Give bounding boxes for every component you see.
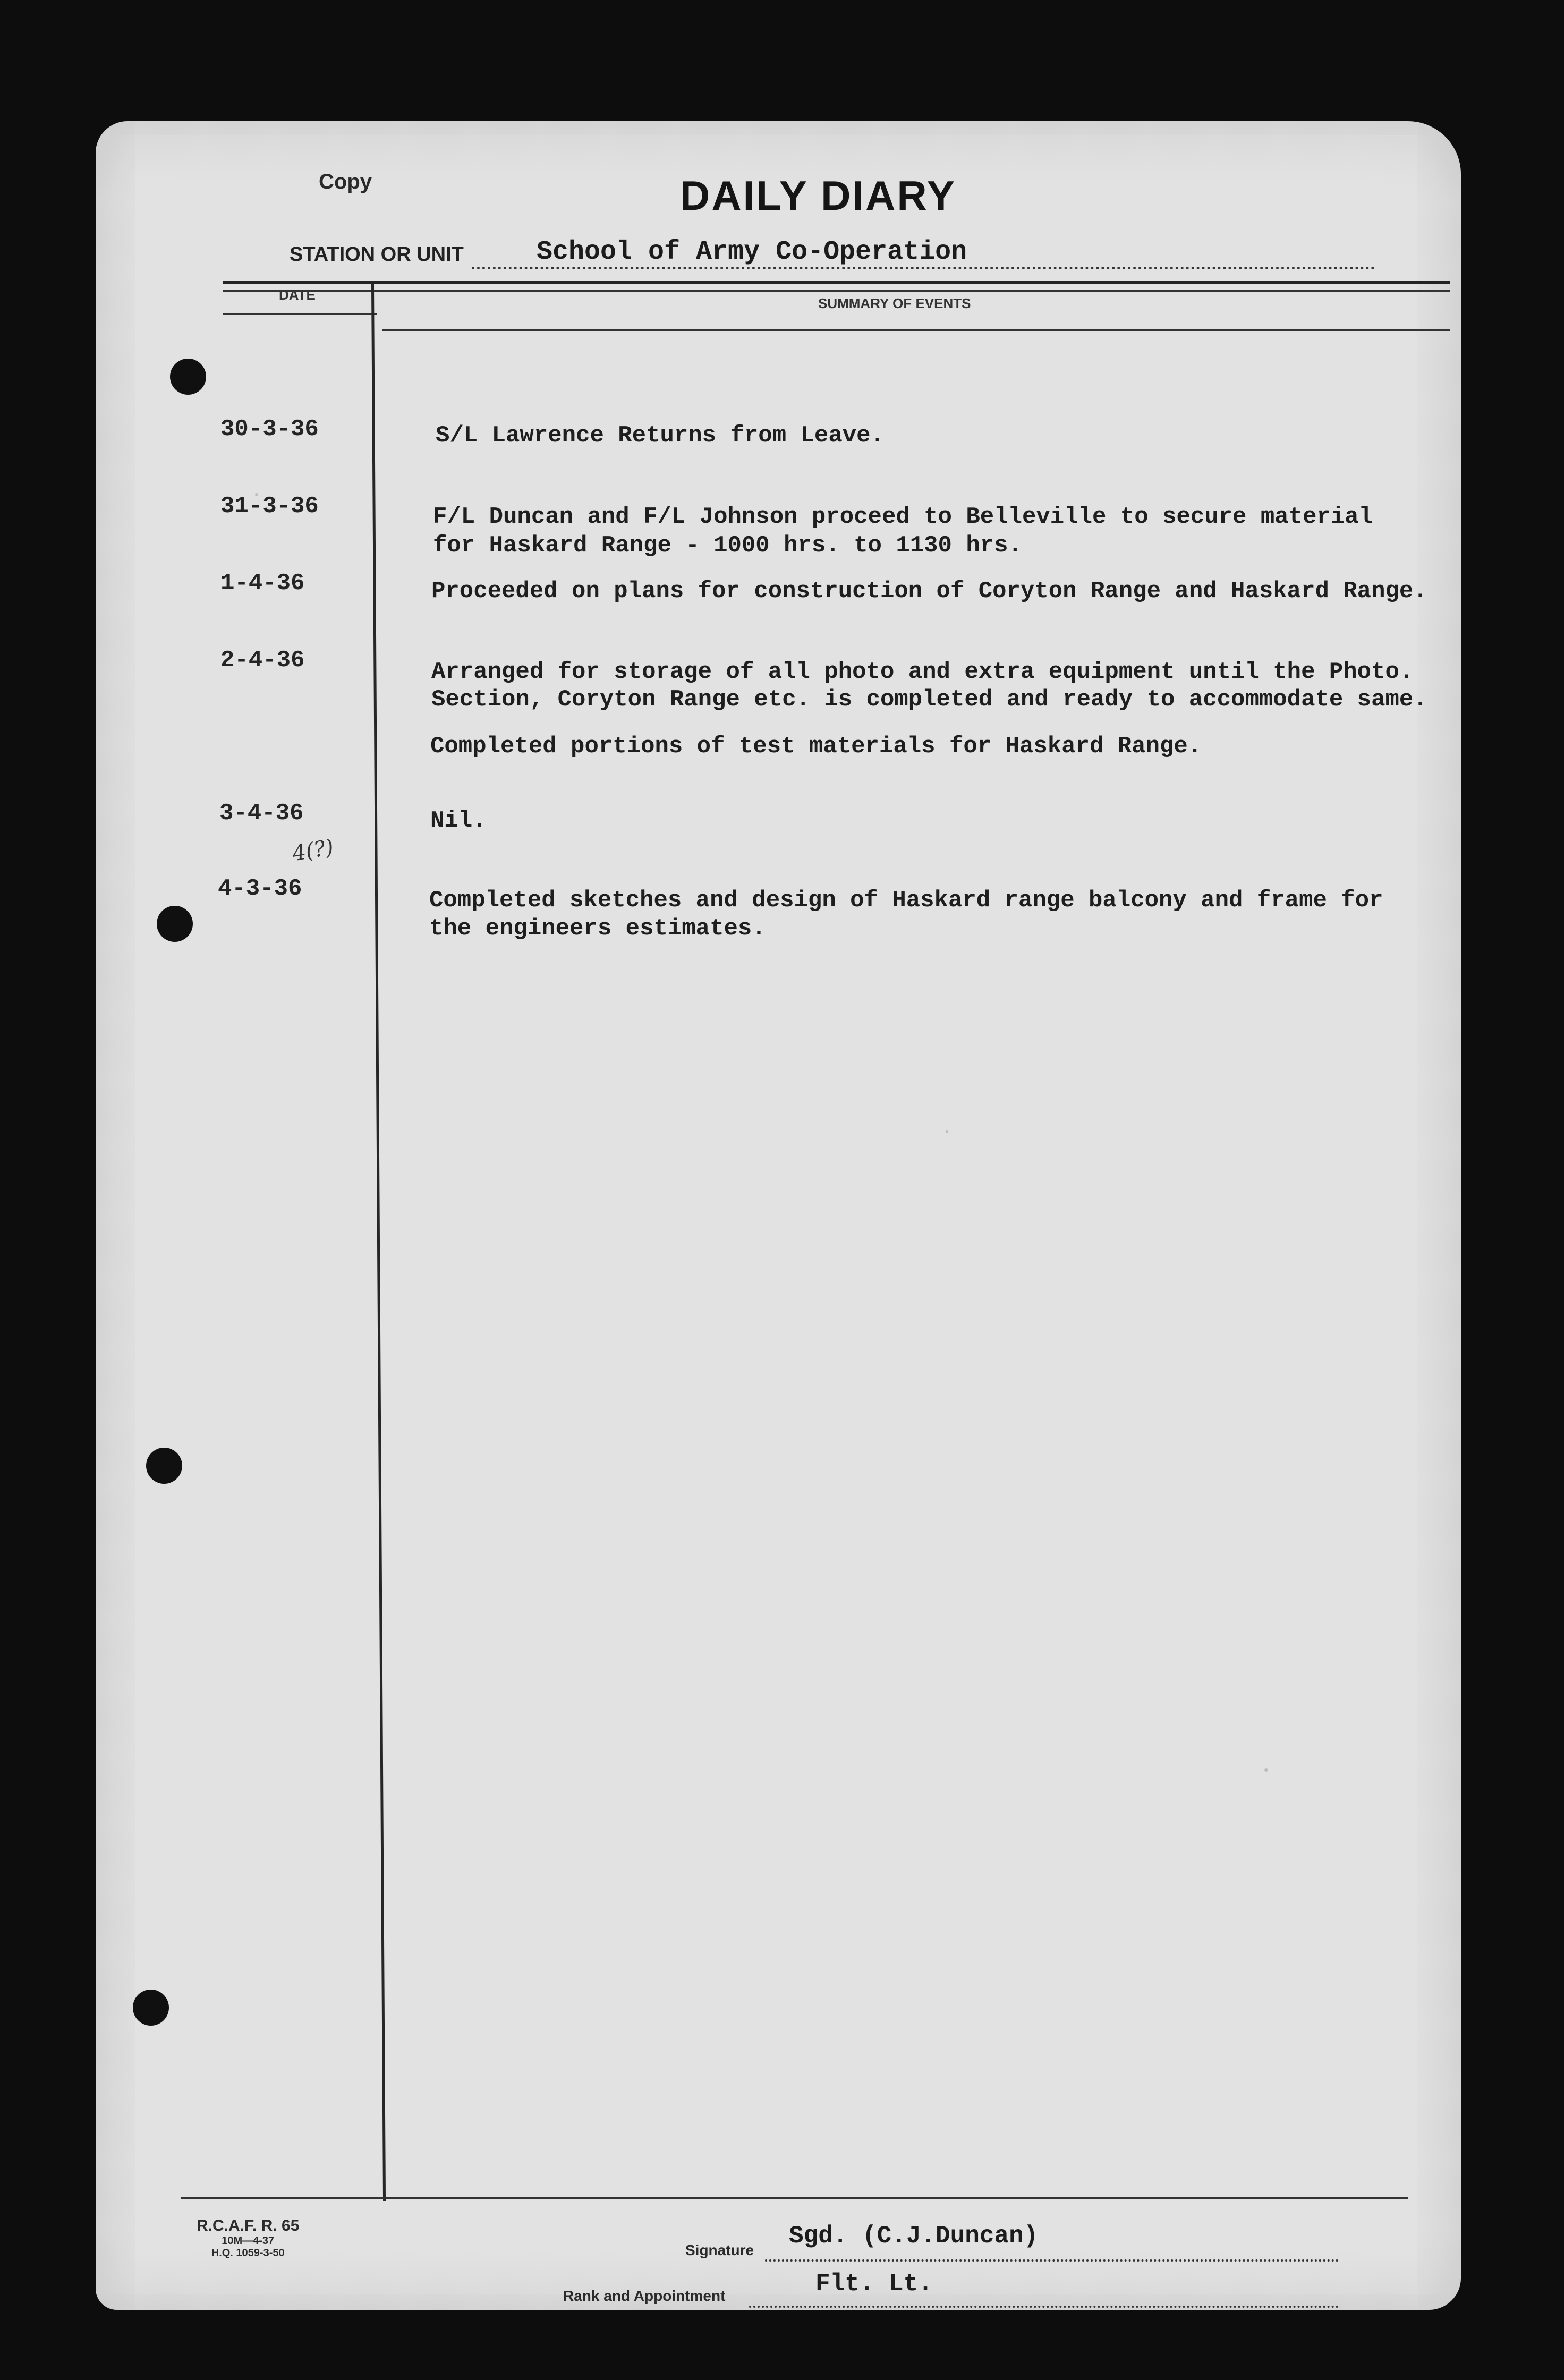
rank-value: Flt. Lt.	[815, 2270, 933, 2298]
entry-date: 1-4-36	[220, 570, 305, 597]
date-header-rule	[223, 313, 377, 315]
form-identifier	[197, 2217, 299, 2259]
entry-text: Arranged for storage of all photo and extra equipment until the Photo.	[431, 659, 1414, 685]
diary-page	[96, 121, 1461, 2310]
rank-dotted-line	[749, 2306, 1339, 2308]
summary-header-rule	[382, 329, 1450, 331]
entry-text: S/L Lawrence Returns from Leave.	[436, 422, 885, 449]
station-value: School of Army Co-Operation	[537, 237, 967, 267]
form-number: R.C.A.F. R. 65	[197, 2217, 300, 2234]
entry-date: 30-3-36	[220, 416, 319, 443]
header-rule	[223, 280, 1450, 284]
entry-text: the engineers estimates.	[429, 915, 766, 942]
header-rule-thin	[223, 290, 1450, 292]
binder-hole	[146, 1448, 182, 1484]
footer-rule	[181, 2197, 1408, 2199]
handwritten-annotation: 4(?)	[290, 835, 336, 866]
entry-text: Proceeded on plans for construction of Coryton Range and Haskard Range.	[431, 578, 1427, 605]
entry-text: Completed portions of test materials for Haskard Range.	[430, 733, 1202, 760]
binder-hole	[170, 359, 206, 395]
entry-date: 31-3-36	[220, 493, 319, 520]
column-divider	[371, 283, 386, 2201]
entry-text: Completed sketches and design of Haskard range balcony and frame for	[429, 887, 1383, 914]
signature-dotted-line	[765, 2259, 1339, 2262]
summary-column-header: SUMMARY OF EVENTS	[818, 295, 971, 311]
paper-speck	[946, 1130, 948, 1133]
entry-date: 3-4-36	[219, 800, 304, 827]
paper-speck	[1264, 1768, 1268, 1772]
entry-text: for Haskard Range - 1000 hrs. to 1130 hrs.	[433, 532, 1022, 559]
binder-hole	[157, 906, 193, 942]
form-print-code: 10M—4-37	[222, 2235, 275, 2247]
entry-text: Nil.	[430, 808, 487, 834]
entry-date: 4-3-36	[218, 876, 302, 902]
signature-value: Sgd. (C.J.Duncan)	[789, 2222, 1039, 2250]
signature-label: Signature	[685, 2242, 754, 2258]
form-hq-code: H.Q. 1059-3-50	[211, 2247, 285, 2259]
copy-label: Copy	[319, 170, 372, 193]
date-column-header: DATE	[279, 287, 316, 303]
rank-label: Rank and Appointment	[563, 2288, 726, 2304]
station-label: STATION OR UNIT	[290, 243, 464, 266]
entry-text: Section, Coryton Range etc. is completed and ready to accommodate same.	[431, 686, 1427, 713]
entry-date: 2-4-36	[220, 647, 305, 674]
binder-hole	[133, 1990, 169, 2026]
page-title: DAILY DIARY	[680, 172, 956, 219]
entry-text: F/L Duncan and F/L Johnson proceed to Belleville to secure material	[433, 504, 1373, 530]
